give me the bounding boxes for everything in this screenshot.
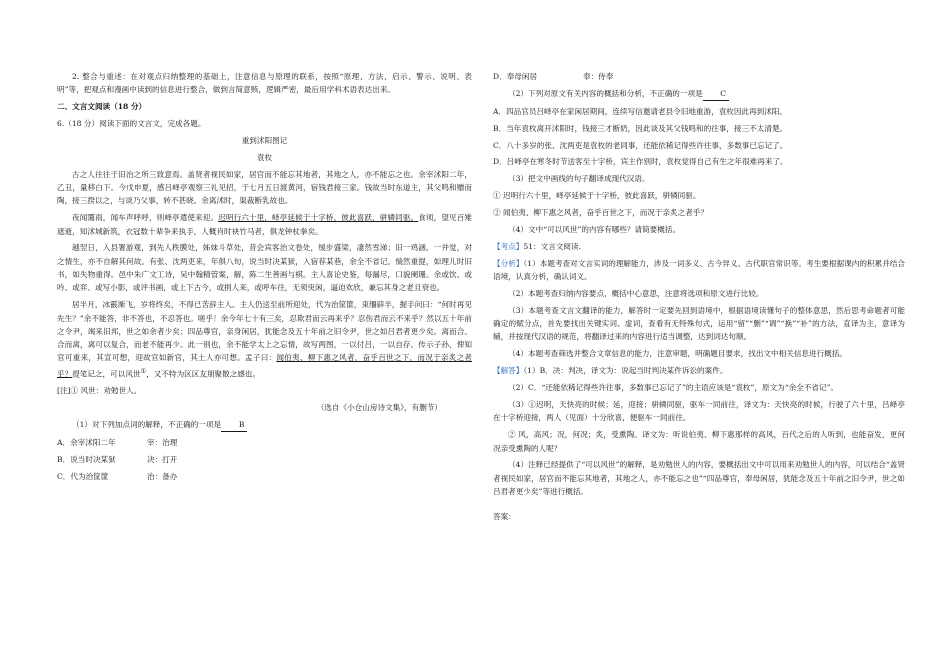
question-2-text: 2. 整合与重述：在对观点归纳整理的基础上，注意信息与原理的联系，按照“原理、方法、启示、警示、说明、表明”等，把观点和漫画中读到的信息进行整合，做到言简意赅，逻辑严密，最后用学科术语表达出来。 (57, 72, 472, 95)
sub-question-1 (57, 418, 472, 432)
sub-2-option-b: B．当年袁枚离开沭阳时，钱接三才断奶，因此谈及其父钱鸣和的往事，接三不太清楚。 (493, 123, 788, 133)
kaodian-tag: 【考点】 (493, 241, 524, 251)
sub-3-sentence-1: ① 迟明行六十里，峄亭延候于十字桥，彼此喜跃，骈辚同驱。 (493, 191, 701, 201)
article-paragraph-3: 越翌日，入县署游观，到先人秩膜处，姊妹斗草处，昔会宾客治文卷处，缓步盛梁，凄然雪涕；旧一鸡涵、一井觉，对之情生，亦不自解其何故。有张、沈两吏来，年俱八旬，说当时决某狱，入宿荐某巷，余全不省记。惝然重提，如理儿时旧书，如失物重得。邑中朱广文工诗，吴中翰精管案，解，陈二生善画与棋。主人喜论史鉴，每漏尽，口貌阑珊。余或饮、或吟、或弈、或写小影，或评书画，或上下古今，或捐人来，或呼车往，无须臾闲，逼迫欢欣，兼忘其身之老且衰也。 (57, 243, 472, 293)
jieda-1 (493, 364, 905, 377)
fenxi-tag: 【分析】 (493, 258, 524, 268)
paragraph-4-middle: 提笔记之，可以风世 (72, 369, 141, 379)
kaodian (493, 240, 905, 253)
jieda-2: （2）C．“还能依稀记得些许往事，多数事已忘记了”的主语应该是“袁枚”，原文为“余全不省记”。 (508, 383, 839, 393)
jieda-3-1: （3）①迟明，天快亮的时候；延，迎接；骈辚同驱，驱车一同前往，译文为：天快亮的时候，行驶了六十里，吕峄亭在十字桥迎接，两人（见面）十分欣喜，便驱车一同前往。 (493, 400, 905, 423)
sub-question-2-answer: C (703, 87, 729, 101)
footnote-marker: ① (140, 367, 147, 375)
sub-question-1-answer: B (221, 418, 247, 432)
jieda-3-2: ② 风，高风；况，何况；炙，受熏陶。译文为：听说伯夷、柳下惠那样的高风，百代之后的人听到，也能奋发，更何况亲受熏陶的人呢？ (493, 430, 905, 453)
option-b (57, 453, 472, 466)
paragraph-2-end: 食顷，望见百雉遮逝，知沭城新筑，衣冠数十辈争来执手，人概肖时袂竹马者，俱龙钟杖拳矣。 (57, 213, 473, 236)
option-c-meaning: 治：备办 (147, 471, 178, 481)
fenxi-1-text: （1）本题考查对文言实词的理解能力，涉及一词多义、古今异义、古代职官常识等。考生要根据课内的积累并结合语境，认真分析，确认词义。 (493, 258, 906, 282)
sub-question-4: （4）文中“可以风世”的内容有哪些？请简要概括。 (508, 225, 681, 235)
left-column (57, 70, 472, 486)
source-citation: （选自《小仓山房诗文集》，有删节） (316, 403, 442, 412)
jieda-1-text: （1）B．决：判决，译文为：说起当时判决某件诉讼的案件。 (523, 366, 728, 376)
sub-2-option-d: D．吕峄亭在寒冬时节送客至十字桥，宾主作别时，袁枚觉得自己有生之年很难再来了。 (493, 157, 788, 167)
fenxi-2: （2）本题考查归纳内容要点，概括中心意思，注意将选项和原文进行比较。 (508, 288, 764, 298)
section-title: 二、文言文阅读（18 分） (57, 102, 147, 112)
option-b-label: B．说当时决某狱 (57, 454, 116, 464)
underlined-sentence-1: 迟明行六十里，峄亭延候于十字桥，彼此喜跃，骈辚同驱。 (218, 213, 419, 223)
fenxi-4: （4）本题考查筛选并整合文章信息的能力，注意审题，明确题目要求，找出文中相关信息进行概括。 (508, 349, 847, 359)
jieda-tag: 【解答】 (493, 366, 524, 376)
sub-2-option-c: C．八十多岁的张、沈两吏是袁枚的老同事，还能依稀记得些许往事，多数事已忘记了。 (493, 140, 788, 150)
article-paragraph-2 (57, 211, 472, 238)
question-6-intro: 6.（18 分）阅读下面的文言文，完成各题。 (57, 119, 206, 129)
sub-question-2 (493, 87, 905, 101)
kaodian-text: 51：文言文阅读. (523, 241, 582, 251)
fenxi-1 (493, 257, 905, 284)
option-c (57, 470, 472, 483)
fenxi-3: （3）本题考查文言文翻译的能力，解答时一定要先回到语境中，根据语境读懂句子的整体意思，然后思考命题者可能确定的赋分点，首先要找出关键实词、虚词，查看有无特殊句式，运用“留”“删”“调”“换”“补”的方法，直译为主，意译为辅，并按现代汉语的规范，将翻译过来的内容进行适当调整，达到词达句顺。 (493, 305, 905, 342)
article-author: 袁枚 (256, 152, 273, 162)
answer-label: 答案： (493, 511, 516, 521)
underlined-sentence-2: 闻伯夷、柳下惠之风者，奋乎百世之下，而况于亲炙之者乎？ (57, 353, 472, 379)
jieda-4: （4）注释已经提供了“可以风世”的解释，是劝勉世人的内容，要概括出文中可以用来劝勉世人的内容，可以结合“盖贤者视民如家，居官而不能忘其地者，其地之人，亦不能忘之也”“四品尊官，奉母闲居，犹能念及五十年前之旧令尹，世之如吕君者更少矣”等进行概括。 (493, 460, 905, 496)
article-paragraph-1: 古之人往往于旧治之所三致意焉。盖贤者视民如家，居官而不能忘其地者，其地之人，亦不能忘之也。余宰沭阳二年，乙丑，量移白下。今戊申夏，感吕峄亭观察三礼见招，于七月五日渡黄河，宿钱君接三家。钱故当时东道主，其父鸣和赠而陶，接三揆以之，与谈乃父事，转不甚晓。余离沭时，渠裁断乳故也。 (57, 169, 472, 206)
option-a-meaning: 宰：治理 (147, 437, 178, 447)
paragraph-4-start: 居半月，冰霰渐飞，岁将终矣，不得已苦辞主人。主人仍送至前所迎处，代为治筐篚，束缰辟半，握手问曰：“何时再见先生？”余不能答，非不答也，不忍答也。嗟乎！余今年七十有三矣，忍欺君而云再来乎？忍伤君而云不来乎？然以五十年前之令尹，竭来旧邦，世之如余者少矣；四品尊官，亲身闲居，犹能念及五十年前之旧令尹，世之如吕君者更少矣。离而合、合而离，离可以复合，而老不能再少。此一别也，余不能学太上之忘情，故写两图，一以付吕，一以自存。传示子孙，俾知官可重来，其宣可想，迎故官如新官，其土人亦可想。孟子曰： (57, 300, 472, 363)
option-d-meaning: 奉：侍奉 (583, 72, 614, 81)
paragraph-4-end: ，又不特为区区友朋聚散之感也。 (146, 369, 261, 379)
spacer (493, 502, 905, 510)
option-a-label: A．余宰沭阳二年 (57, 437, 116, 447)
option-c-label: C．代为治筐篚 (57, 471, 109, 481)
footnote: [注]① 风世：劝勉世人。 (57, 386, 142, 396)
sub-question-2-text: （2）下列对原文有关内容的概括和分析，不正确的一项是 (508, 88, 703, 98)
option-d-label: D．奉母闲居 (493, 72, 538, 81)
right-column (493, 70, 905, 527)
option-a (57, 436, 472, 449)
option-b-meaning: 决：打开 (147, 454, 178, 464)
sub-3-sentence-2: ② 闻伯夷、柳下惠之风者，奋乎百世之下，而况于亲炙之者乎？ (493, 208, 709, 218)
sub-question-1-text: （1）对下列加点词的解释，不正确的一项是 (72, 419, 222, 429)
option-d (493, 70, 905, 83)
article-title: 重到沭阳图记 (241, 135, 288, 145)
sub-question-3: （3）把文中画线的句子翻译成现代汉语。 (508, 174, 650, 184)
sub-2-option-a: A．四品官员吕峄亭在家闲居期间，连续写信邀请老县令旧地重游，袁枚因此再到沭阳。 (493, 106, 788, 116)
article-paragraph-4 (57, 298, 472, 380)
paragraph-2-start: 夜闻霭雨，闻车声呼呼，则峄亭遣使来迎。 (72, 213, 219, 223)
